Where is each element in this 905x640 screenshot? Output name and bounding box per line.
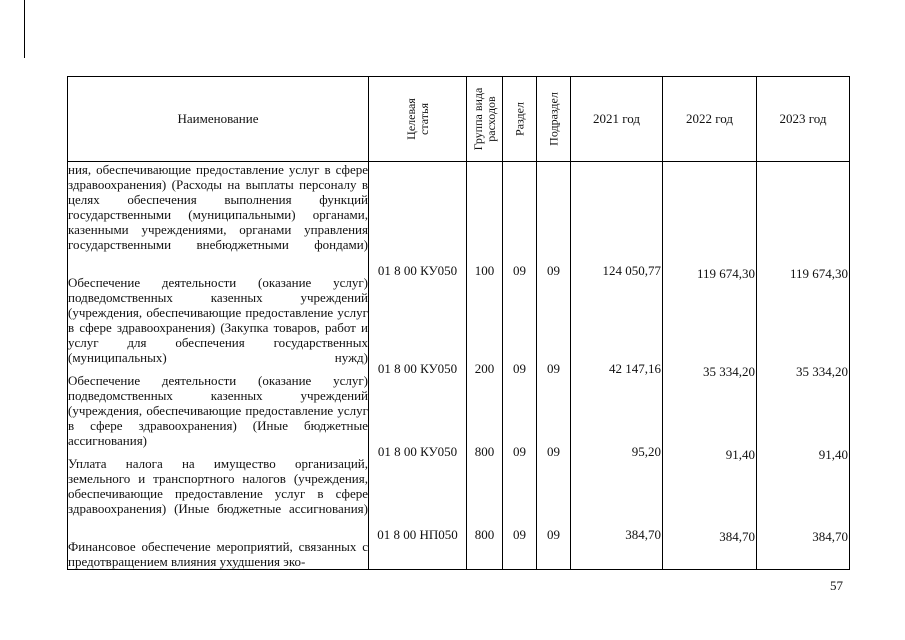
row-4-subsection: 09 — [547, 527, 560, 542]
header-target-article: Целевая статья — [369, 77, 467, 162]
group-column — [467, 162, 503, 570]
row-3-target: 01 8 00 КУ050 — [377, 444, 458, 459]
header-2022: 2022 год — [663, 77, 757, 162]
row-4-target: 01 8 00 НП050 — [377, 527, 458, 542]
y2023-column — [757, 162, 850, 570]
row-4-section: 09 — [513, 527, 526, 542]
section-column — [503, 162, 537, 570]
header-name: Наименование — [68, 77, 369, 162]
row-3-group: 800 — [474, 444, 495, 459]
row-1-y2022: 119 674,30 — [696, 266, 755, 281]
row-4-description: Уплата налога на имущество организаций, земельного и транспортного налогов (учреждения, обеспечивающие предоставление услуг в сфере здравоохранения) (Иные бюджетные ассигнования) — [68, 456, 368, 516]
row-3-y2022: 91,40 — [725, 447, 755, 462]
table-row — [68, 162, 850, 570]
row-2-subsection: 09 — [547, 361, 560, 376]
header-subsection: Подраздел — [537, 77, 571, 162]
header-2021: 2021 год — [571, 77, 663, 162]
y2022-column — [663, 162, 757, 570]
row-2-target: 01 8 00 КУ050 — [377, 361, 458, 376]
row-1-section: 09 — [513, 263, 526, 278]
description-cell — [68, 162, 369, 570]
row-3-y2021: 95,20 — [631, 444, 661, 459]
y2021-column — [571, 162, 663, 570]
budget-table — [67, 76, 850, 570]
scan-crop-mark — [24, 0, 25, 58]
row-4-y2023: 384,70 — [812, 529, 848, 544]
row-1-description: ния, обеспечивающие предоставление услуг в сфере здравоохранения) (Расходы на выплаты персоналу в целях обеспечения выполнения функций государственными (муниципальными) органами, казенными учреждениями, органами управления государственными внебюджетными фондами) — [68, 162, 368, 252]
row-2-group: 200 — [474, 361, 495, 376]
row-3-y2023: 91,40 — [818, 447, 848, 462]
row-3-subsection: 09 — [547, 444, 560, 459]
row-2-description: Обеспечение деятельности (оказание услуг) подведомственных казенных учреждений (учреждения, обеспечивающие предоставление услуг в сфере здравоохранения) (Закупка товаров, работ и услуг для обеспечения государственных (муниципальных) нужд) — [68, 275, 368, 365]
row-5-description: Финансовое обеспечение мероприятий, связанных с предотвращением влияния ухудшения эко- — [68, 539, 368, 569]
target-column — [369, 162, 467, 570]
row-1-group: 100 — [474, 263, 495, 278]
subsection-column — [537, 162, 571, 570]
row-4-y2022: 384,70 — [719, 529, 755, 544]
header-expense-group: Группа вида расходов — [467, 77, 503, 162]
row-4-y2021: 384,70 — [625, 527, 661, 542]
row-1-y2021: 124 050,77 — [602, 263, 661, 278]
row-1-y2023: 119 674,30 — [789, 266, 848, 281]
row-2-section: 09 — [513, 361, 526, 376]
row-4-group: 800 — [474, 527, 495, 542]
page-number: 57 — [830, 578, 843, 593]
row-2-y2023: 35 334,20 — [796, 364, 848, 379]
row-1-target: 01 8 00 КУ050 — [377, 263, 458, 278]
header-section: Раздел — [503, 77, 537, 162]
row-1-subsection: 09 — [547, 263, 560, 278]
row-2-y2022: 35 334,20 — [703, 364, 755, 379]
row-3-description: Обеспечение деятельности (оказание услуг) подведомственных казенных учреждений (учреждения, обеспечивающие предоставление услуг в сфере здравоохранения) (Иные бюджетные ассигнования) — [68, 373, 368, 448]
table-header-row — [68, 77, 850, 162]
row-3-section: 09 — [513, 444, 526, 459]
row-2-y2021: 42 147,16 — [609, 361, 661, 376]
header-2023: 2023 год — [757, 77, 850, 162]
